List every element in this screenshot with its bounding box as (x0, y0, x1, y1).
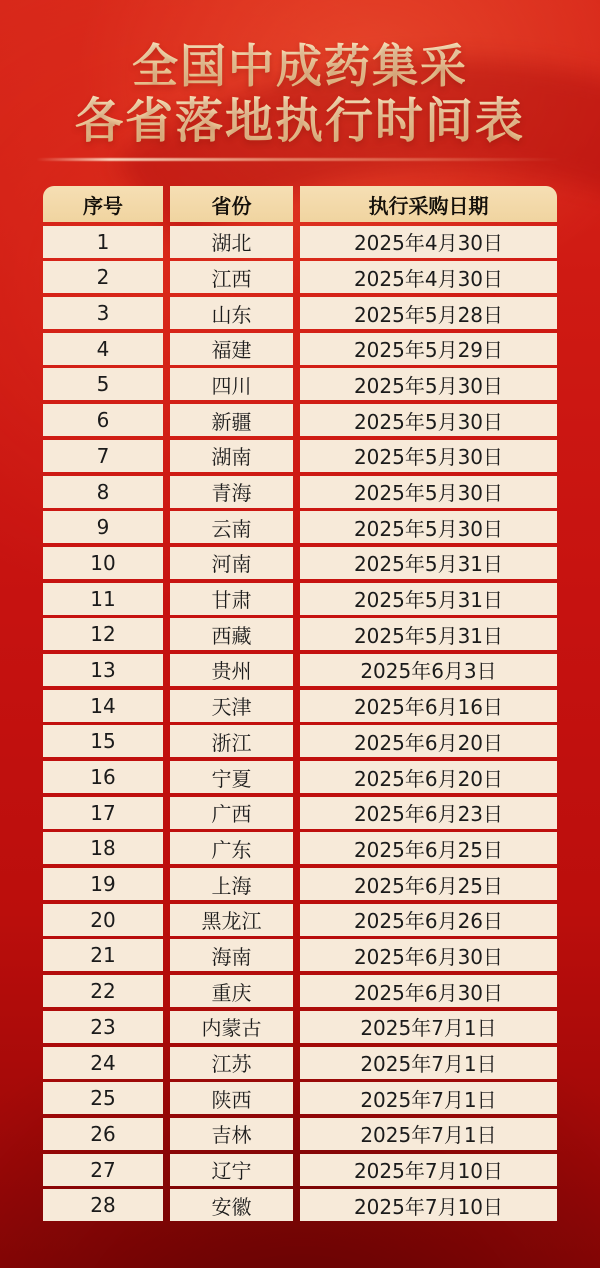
date-cell: 2025年7月1日 (300, 1047, 557, 1079)
date-cell: 2025年4月30日 (300, 261, 557, 293)
row-index-cell: 22 (43, 975, 163, 1007)
row-index-cell: 17 (43, 797, 163, 829)
province-cell: 西藏 (170, 618, 293, 650)
province-cell: 四川 (170, 368, 293, 400)
row-index-cell: 25 (43, 1082, 163, 1114)
date-cell: 2025年5月29日 (300, 333, 557, 365)
date-cell: 2025年5月31日 (300, 618, 557, 650)
row-index-cell: 6 (43, 404, 163, 436)
row-index-cell: 23 (43, 1011, 163, 1043)
date-cell: 2025年7月1日 (300, 1011, 557, 1043)
date-cell: 2025年6月16日 (300, 690, 557, 722)
row-index-cell: 8 (43, 476, 163, 508)
province-cell: 湖北 (170, 226, 293, 258)
row-index-cell: 3 (43, 297, 163, 329)
province-cell: 河南 (170, 547, 293, 579)
date-cell: 2025年6月30日 (300, 939, 557, 971)
column-header-province: 省份 (170, 186, 293, 222)
date-cell: 2025年5月30日 (300, 368, 557, 400)
province-cell: 江西 (170, 261, 293, 293)
row-index-cell: 26 (43, 1118, 163, 1150)
province-cell: 云南 (170, 511, 293, 543)
date-cell: 2025年5月30日 (300, 440, 557, 472)
row-index-cell: 11 (43, 583, 163, 615)
date-cell: 2025年7月10日 (300, 1189, 557, 1221)
row-index-cell: 24 (43, 1047, 163, 1079)
province-cell: 安徽 (170, 1189, 293, 1221)
province-cell: 陕西 (170, 1082, 293, 1114)
poster-title-line1 (0, 40, 600, 92)
title-divider-glow (36, 158, 564, 161)
row-index-cell: 15 (43, 725, 163, 757)
date-cell: 2025年5月30日 (300, 476, 557, 508)
date-cell: 2025年6月23日 (300, 797, 557, 829)
province-cell: 辽宁 (170, 1154, 293, 1186)
province-cell: 内蒙古 (170, 1011, 293, 1043)
province-cell: 海南 (170, 939, 293, 971)
province-cell: 山东 (170, 297, 293, 329)
date-cell: 2025年5月30日 (300, 404, 557, 436)
date-cell: 2025年7月1日 (300, 1082, 557, 1114)
date-cell: 2025年5月28日 (300, 297, 557, 329)
province-cell: 重庆 (170, 975, 293, 1007)
date-cell: 2025年6月3日 (300, 654, 557, 686)
province-cell: 广西 (170, 797, 293, 829)
date-cell: 2025年7月1日 (300, 1118, 557, 1150)
column-header-date: 执行采购日期 (300, 186, 557, 222)
date-cell: 2025年6月26日 (300, 904, 557, 936)
province-cell: 吉林 (170, 1118, 293, 1150)
row-index-cell: 1 (43, 226, 163, 258)
province-cell: 黑龙江 (170, 904, 293, 936)
row-index-cell: 5 (43, 368, 163, 400)
row-index-cell: 7 (43, 440, 163, 472)
province-cell: 贵州 (170, 654, 293, 686)
date-cell: 2025年6月25日 (300, 832, 557, 864)
date-cell: 2025年7月10日 (300, 1154, 557, 1186)
row-index-cell: 27 (43, 1154, 163, 1186)
column-header-index: 序号 (43, 186, 163, 222)
province-cell: 甘肃 (170, 583, 293, 615)
timetable (43, 186, 557, 1221)
date-cell: 2025年4月30日 (300, 226, 557, 258)
poster-title-line1-text: 全国中成药集采 (132, 39, 468, 93)
province-cell: 上海 (170, 868, 293, 900)
row-index-cell: 14 (43, 690, 163, 722)
row-index-cell: 16 (43, 761, 163, 793)
poster-title-line2 (0, 94, 600, 148)
row-index-cell: 19 (43, 868, 163, 900)
province-cell: 浙江 (170, 725, 293, 757)
row-index-cell: 13 (43, 654, 163, 686)
row-index-cell: 10 (43, 547, 163, 579)
row-index-cell: 9 (43, 511, 163, 543)
province-cell: 新疆 (170, 404, 293, 436)
date-cell: 2025年5月31日 (300, 547, 557, 579)
province-cell: 江苏 (170, 1047, 293, 1079)
province-cell: 广东 (170, 832, 293, 864)
province-cell: 天津 (170, 690, 293, 722)
poster-title-line2-text: 各省落地执行时间表 (74, 93, 525, 149)
row-index-cell: 28 (43, 1189, 163, 1221)
row-index-cell: 2 (43, 261, 163, 293)
row-index-cell: 20 (43, 904, 163, 936)
date-cell: 2025年5月31日 (300, 583, 557, 615)
row-index-cell: 4 (43, 333, 163, 365)
date-cell: 2025年6月20日 (300, 725, 557, 757)
row-index-cell: 12 (43, 618, 163, 650)
date-cell: 2025年6月20日 (300, 761, 557, 793)
date-cell: 2025年6月30日 (300, 975, 557, 1007)
province-cell: 宁夏 (170, 761, 293, 793)
province-cell: 福建 (170, 333, 293, 365)
date-cell: 2025年6月25日 (300, 868, 557, 900)
row-index-cell: 18 (43, 832, 163, 864)
date-cell: 2025年5月30日 (300, 511, 557, 543)
province-cell: 湖南 (170, 440, 293, 472)
row-index-cell: 21 (43, 939, 163, 971)
province-cell: 青海 (170, 476, 293, 508)
